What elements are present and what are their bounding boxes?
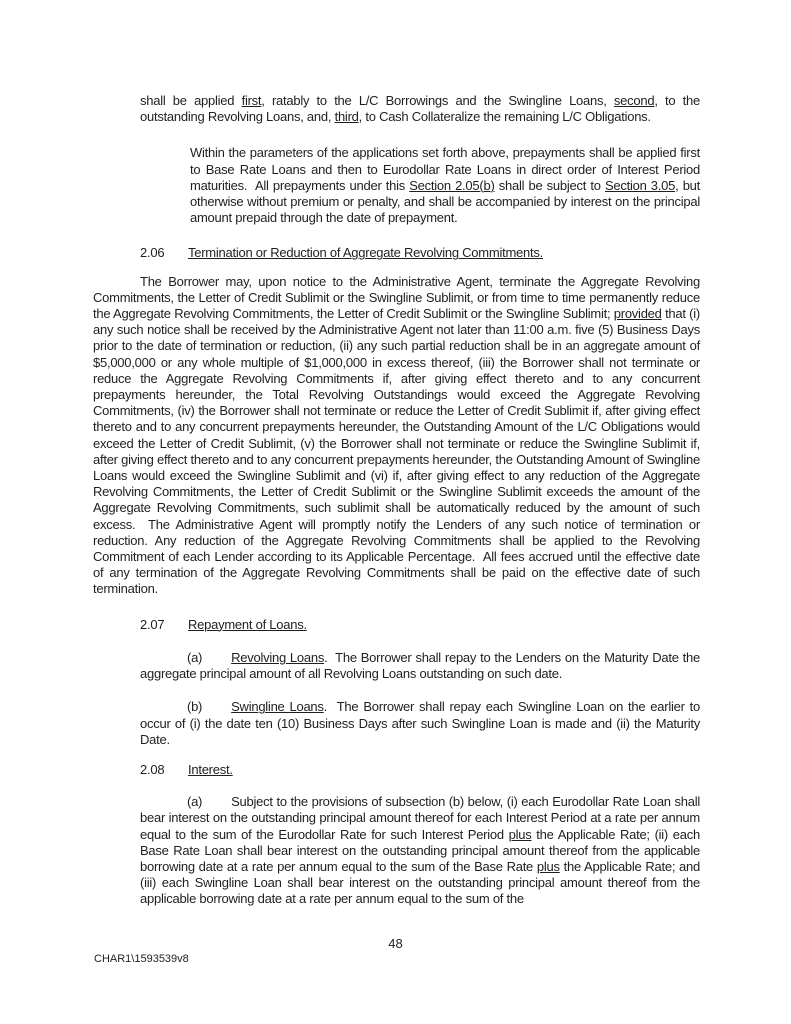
paragraph-2-07-b: (b) Swingline Loans. The Borrower shall repay each Swingline Loan on the earlier to occur of (i) the date ten (10) Business Days after such Swingline Loan is made and (ii) the Maturity Date. [140, 699, 700, 747]
paragraph-2-06-body: The Borrower may, upon notice to the Administrative Agent, terminate the Aggregate Revolving Commitments, the Letter of Credit Sublimit or the Swingline Sublimit, or from time to time permanently reduce the Aggregate Revolving Commitments, the Letter of Credit Sublimit or the Swingline Sublimit; provided that (i) any such notice shall be received by the Administrative Agent not later than 11:00 a.m. five (5) Business Days prior to the date of termination or reduction, (ii) any such partial reduction shall be in an aggregate amount of $5,000,000 or any whole multiple of $1,000,000 in excess thereof, (iii) the Borrower shall not terminate or reduce the Aggregate Revolving Commitments if, after giving effect thereto and to any concurrent prepayments hereunder, the Total Revolving Outstandings would exceed the Aggregate Revolving Commitments, (iv) the Borrower shall not terminate or reduce the Letter of Credit Sublimit if, after giving effect thereto and to any concurrent prepayments hereunder, the Outstanding Amount of the L/C Obligations would exceed the Letter of Credit Sublimit, (v) the Borrower shall not terminate or reduce the Swingline Sublimit if, after giving effect thereto and to any concurrent prepayments hereunder, the Outstanding Amount of Swingline Loans would exceed the Swingline Sublimit and (vi) if, after giving effect to any reduction of the Aggregate Revolving Commitments, the Letter of Credit Sublimit or the Swingline Sublimit exceeds the amount of the Aggregate Revolving Commitments, such sublimit shall be automatically reduced by the amount of such excess. The Administrative Agent will promptly notify the Lenders of any such notice of termination or reduction. Any reduction of the Aggregate Revolving Commitments shall be applied to the Revolving Commitment of each Lender according to its Applicable Percentage. All fees accrued until the effective date of any termination of the Aggregate Revolving Commitments shall be paid on the effective date of such termination. [93, 273, 700, 597]
section-number: 2.06 [140, 245, 165, 261]
section-heading-2-06 [140, 245, 700, 261]
document-id: CHAR1\1593539v8 [94, 953, 189, 965]
paragraph-prepayments: Within the parameters of the applications set forth above, prepayments shall be applied first to Base Rate Loans and then to Eurodollar Rate Loans in direct order of Interest Period maturities. All prepayments under this Section 2.05(b) shall be subject to Section 3.05, but otherwise without premium or penalty, and shall be accompanied by interest on the principal amount prepaid through the date of prepayment. [190, 145, 701, 226]
paragraph-2-08-a: (a) Subject to the provisions of subsection (b) below, (i) each Eurodollar Rate Loan shall bear interest on the outstanding principal amount thereof for each Interest Period at a rate per annum equal to the sum of the Eurodollar Rate for such Interest Period plus the Applicable Rate; (ii) each Base Rate Loan shall bear interest on the outstanding principal amount thereof from the applicable borrowing date at a rate per annum equal to the sum of the Base Rate plus the Applicable Rate; and (iii) each Swingline Loan shall bear interest on the outstanding principal amount thereof from the applicable borrowing date at a rate per annum equal to the sum of the [140, 794, 700, 907]
section-title: Termination or Reduction of Aggregate Revolving Commitments. [188, 245, 543, 261]
section-heading-2-08 [140, 762, 700, 778]
section-number: 2.07 [140, 616, 165, 632]
paragraph-continuation: shall be applied first, ratably to the L/C Borrowings and the Swingline Loans, second, to the outstanding Revolving Loans, and, third, to Cash Collateralize the remaining L/C Obligations. [140, 93, 700, 125]
section-number: 2.08 [140, 761, 165, 777]
section-title: Repayment of Loans. [188, 616, 307, 632]
paragraph-2-07-a: (a) Revolving Loans. The Borrower shall repay to the Lenders on the Maturity Date the aggregate principal amount of all Revolving Loans outstanding on such date. [140, 649, 700, 682]
page-number: 48 [388, 936, 403, 951]
section-title: Interest. [188, 761, 233, 777]
section-heading-2-07 [140, 617, 700, 633]
